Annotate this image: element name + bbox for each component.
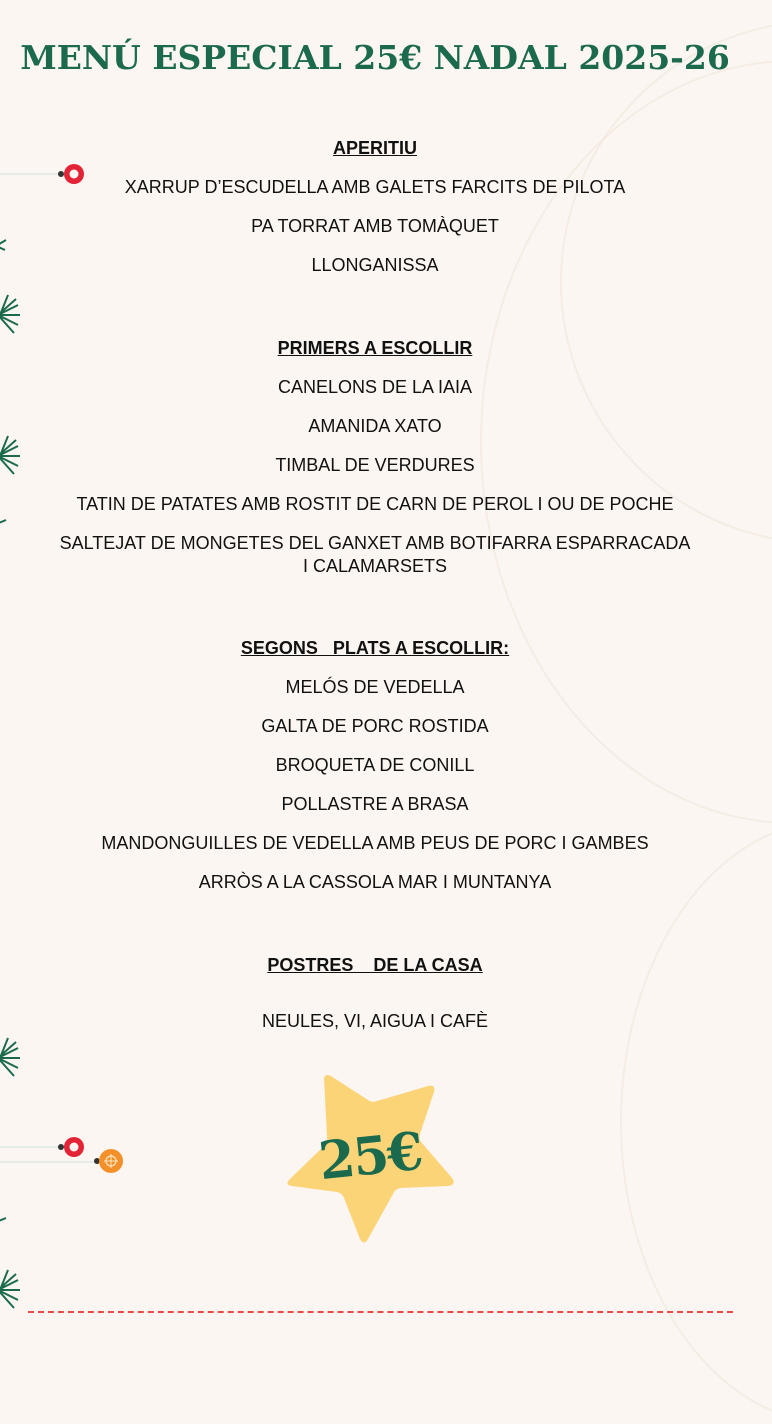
section-heading: PRIMERS A ESCOLLIR	[277, 338, 473, 358]
section-heading: POSTRES DE LA CASA	[267, 955, 483, 975]
menu-item: CANELONS DE LA IAIA	[277, 377, 473, 397]
pine-branch-icon	[0, 1036, 26, 1080]
orange-ornament-icon	[0, 1148, 130, 1176]
menu-item: ARRÒS A LA CASSOLA MAR I MUNTANYA	[198, 872, 552, 892]
price-badge	[282, 1074, 458, 1246]
section-aperitiu	[0, 137, 750, 276]
menu-item: GALTA DE PORC ROSTIDA	[261, 716, 489, 736]
menu-title: MENÚ ESPECIAL 25€ NADAL 2025-26	[20, 38, 730, 77]
menu-item: TATIN DE PATATES AMB ROSTIT DE CARN DE PEROL I OU DE POCHE	[76, 494, 674, 514]
menu-item: LLONGANISSA	[311, 255, 439, 275]
menu-item: AMANIDA XATO	[308, 416, 442, 436]
menu-item: PA TORRAT AMB TOMÀQUET	[251, 216, 499, 236]
section-primers	[0, 337, 750, 578]
menu-item: MELÓS DE VEDELLA	[285, 677, 465, 697]
dashed-divider	[28, 1311, 733, 1313]
menu-body	[0, 137, 750, 1032]
pine-branch-icon	[0, 1214, 12, 1230]
price-label: 25€	[315, 1120, 425, 1193]
menu-item: TIMBAL DE VERDURES	[275, 455, 475, 475]
pine-branch-icon	[0, 1268, 26, 1312]
menu-item: XARRUP D’ESCUDELLA AMB GALETS FARCITS DE PILOTA	[124, 177, 626, 197]
menu-item: MANDONGUILLES DE VEDELLA AMB PEUS DE PORC I GAMBES	[101, 833, 649, 853]
section-postres	[0, 954, 750, 1032]
section-heading: SEGONS PLATS A ESCOLLIR:	[240, 638, 510, 658]
section-segons	[0, 637, 750, 893]
menu-item: NEULES, VI, AIGUA I CAFÈ	[261, 1011, 489, 1031]
section-heading: APERITIU	[332, 138, 417, 158]
menu-item: POLLASTRE A BRASA	[281, 794, 469, 814]
menu-item: BROQUETA DE CONILL	[275, 755, 475, 775]
menu-item: SALTEJAT DE MONGETES DEL GANXET AMB BOTIFARRA ESPARRACADA I CALAMARSETS	[59, 533, 691, 576]
